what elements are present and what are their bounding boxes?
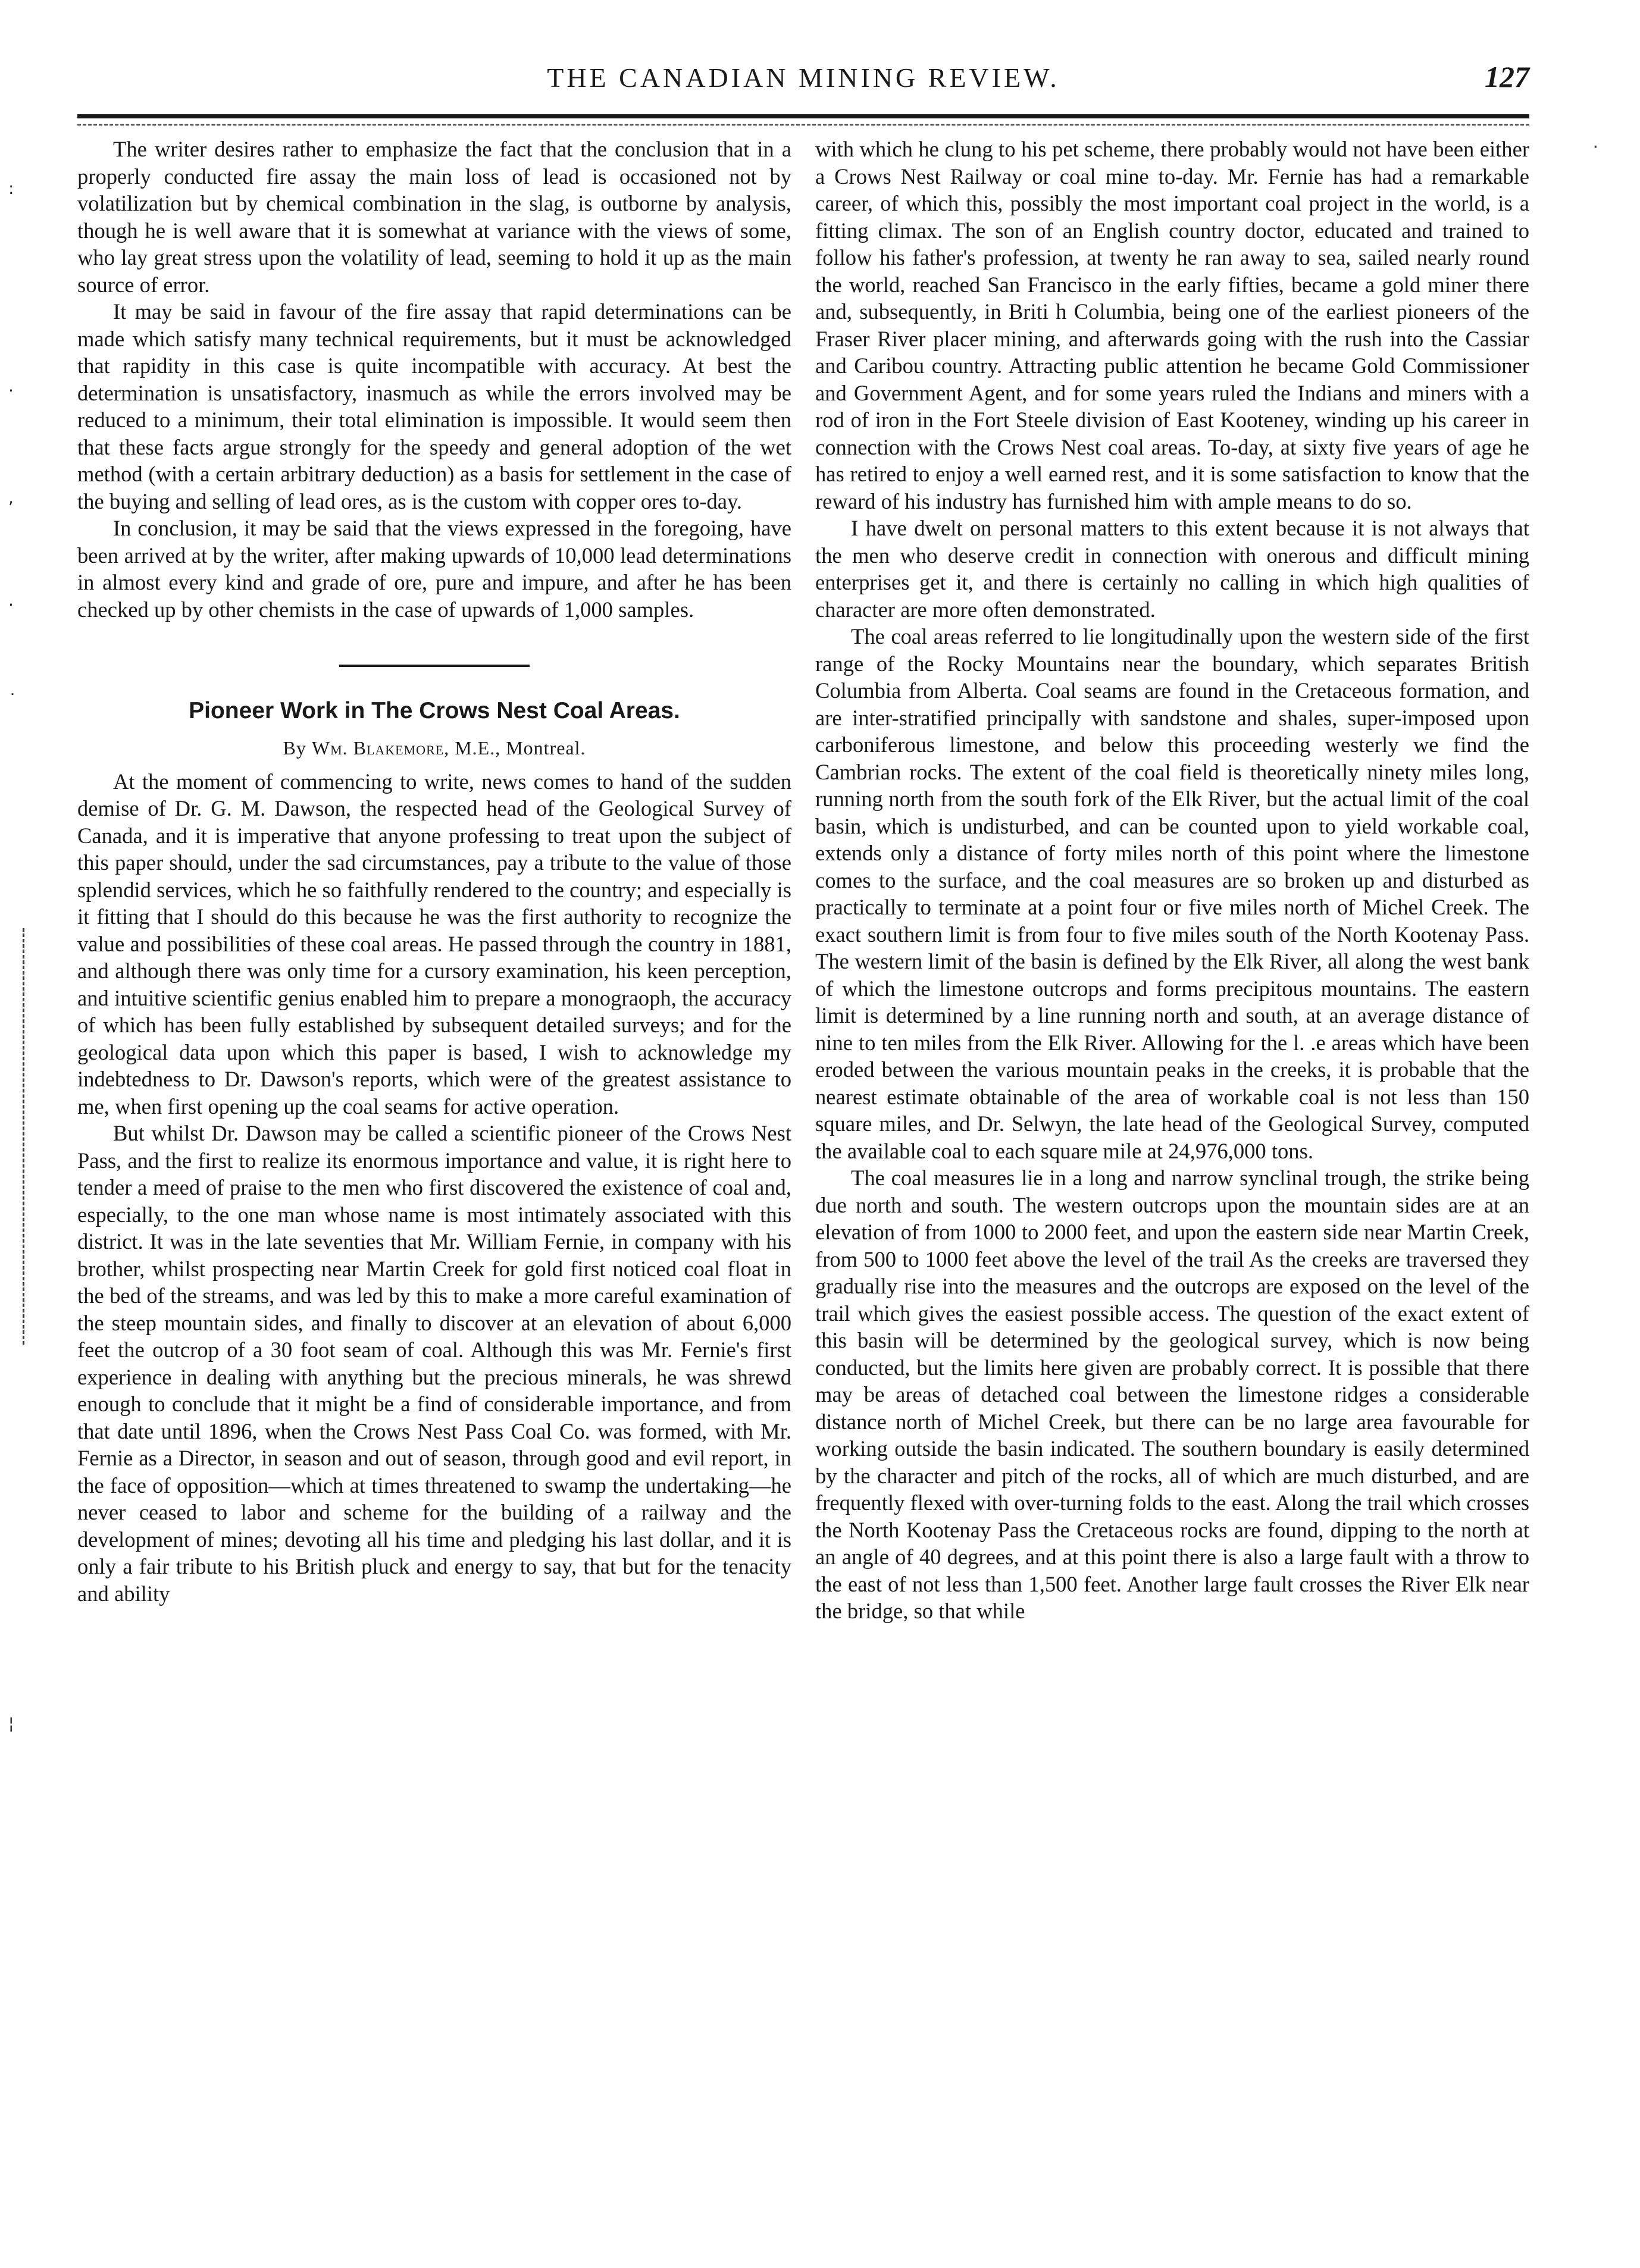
- article-paragraph: with which he clung to his pet scheme, there probably would not have been either a Crows Nest Railway or coal mine to-day. Mr. Fernie has had a remarkable career, of which this, possibly the most important coal project in the world, is a fitting climax. The son of an English country doctor, educated and trained to follow his father's profession, at twenty he ran away to sea, sailed nearly round the world, reached San Francisco in the early fifties, became a gold miner there and, subsequently, in Briti h Columbia, being one of the earliest pioneers of the Fraser River placer mining, and afterwards going with the rush into the Cassiar and Caribou country. Attracting public attention he became Gold Commissioner and Government Agent, and for some years ruled the Indians and miners with a rod of iron in the Fort Steele division of East Kooteney, winding up his career in connection with the Crows Nest coal areas. To-day, at sixty five years of age he has retired to enjoy a well earned rest, and it is some satisfaction to know that the reward of his industry has furnished him with ample means to do so.: [815, 137, 1529, 513]
- margin-scan-artifact: [23, 928, 26, 1345]
- byline-author: Wm. Blakemore: [311, 737, 445, 759]
- header-rule-secondary: [77, 124, 1529, 126]
- running-title: THE CANADIAN MINING REVIEW.: [547, 62, 1060, 93]
- section-separator: [339, 665, 530, 667]
- byline-suffix: , M.E., Montreal.: [444, 737, 586, 759]
- margin-mark: ¦: [8, 1713, 14, 1733]
- right-column: [815, 136, 1529, 1625]
- article-paragraph: The coal measures lie in a long and narrow synclinal trough, the strike being due north and south. The western outcrops upon the mountain sides are at an elevation of from 1000 to 2000 feet, and upon the eastern side near Martin Creek, from 500 to 1000 feet above the level of the trail As the creeks are traversed they gradually rise into the measures and the outcrops are exposed on the level of the trail which gives the easiest possible access. The question of the exact extent of this basin will be determined by the geological survey, which is now being conducted, but the limits here given are probably correct. It is possible that there may be areas of detached coal between the limestone ridges a considerable distance north of Michel Creek, but there can be no large area favourable for working outside the basin indicated. The southern boundary is easily determined by the character and pitch of the rocks, all of which are much disturbed, and are frequently flexed with over-turning folds to the east. Along the trail which crosses the North Kootenay Pass the Cretaceous rocks are found, dipping to the north at an angle of 40 degrees, and at this point there is also a large fault with a throw to the east of not less than 1,500 feet. Another large fault crosses the River Elk near the bridge, so that while: [815, 1166, 1529, 1623]
- left-column: [77, 136, 791, 1607]
- page-header: [77, 57, 1529, 105]
- article-paragraph: I have dwelt on personal matters to this extent because it is not always that the men who deserve credit in connection with onerous and difficult mining enterprises get it, and there is certainly no calling in which high qualities of character are more often demonstrated.: [815, 516, 1529, 622]
- byline-prefix: By: [283, 737, 312, 759]
- margin-mark: ˙: [8, 690, 17, 710]
- article-title: Pioneer Work in The Crows Nest Coal Areas.: [189, 698, 680, 723]
- margin-mark: ,: [8, 488, 14, 508]
- article-byline: [77, 735, 791, 762]
- body-paragraph: It may be said in favour of the fire assay that rapid determinations can be made which satisfy many technical requirements, but it must be acknowledged that rapidity in this case is quite incompatible with accuracy. At best the determination is unsatisfactory, inasmuch as while the errors involved may be reduced to a minimum, their total elimination is impossible. It would seem then that these facts argue strongly for the speedy and general adoption of the wet method (with a certain arbitrary deduction) as a basis for settlement in the case of the buying and selling of lead ores, as is the custom with copper ores to-day.: [77, 299, 791, 513]
- article-paragraph: At the moment of commencing to write, news comes to hand of the sudden demise of Dr. G. M. Dawson, the respected head of the Geological Survey of Canada, and it is imperative that anyone professing to treat upon the subject of this paper should, under the sad circumstances, pay a tribute to the value of those splendid services, which he so faithfully rendered to the country; and especially is it fitting that I should do this because he was the first authority to recognize the value and possibilities of these coal areas. He passed through the country in 1881, and although there was only time for a cursory examination, his keen perception, and intuitive scientific genius enabled him to prepare a monograoph, the accuracy of which has been fully established by subsequent detailed surveys; and for the geological data upon which this paper is based, I wish to acknowledge my indebtedness to Dr. Dawson's reports, which were of the greatest assistance to me, when first opening up the coal seams for active operation.: [77, 769, 791, 1119]
- margin-mark: :: [8, 178, 14, 198]
- page-number: 127: [1485, 60, 1529, 93]
- body-paragraph: The writer desires rather to emphasize the fact that the conclusion that in a properly conducted fire assay the main loss of lead is occasioned not by volatilization but by chemical combination in the slag, is outborne by analysis, though he is well aware that it is somewhat at variance with the views of some, who lay great stress upon the volatility of lead, seeming to hold it up as the main source of error.: [77, 137, 791, 297]
- article-paragraph: But whilst Dr. Dawson may be called a scientific pioneer of the Crows Nest Pass, and the first to realize its enormous importance and value, it is right here to tender a meed of praise to the men who first discovered the existence of coal and, especially, to the one man whose name is most intimately associated with this district. It was in the late seventies that Mr. William Fernie, in company with his brother, whilst prospecting near Martin Creek for gold first noticed coal float in the bed of the streams, and was led by this to make a more careful examination of the steep mountain sides, and finally to discover at an elevation of about 6,000 feet the outcrop of a 30 foot seam of coal. Although this was Mr. Fernie's first experience in dealing with anything but the precious minerals, he was shrewd enough to conclude that it might be a find of considerable importance, and from that date until 1896, when the Crows Nest Pass Coal Co. was formed, with Mr. Fernie as a Director, in season and out of season, through good and evil report, in the face of opposition—which at times threatened to swamp the undertaking—he never ceased to labor and scheme for the building of a railway and the development of mines; devoting all his time and pledging his last dollar, and it is only a fair tribute to his British pluck and energy to say, that but for the tenacity and ability: [77, 1121, 791, 1606]
- edge-mark: ·: [1592, 137, 1598, 158]
- article-paragraph: The coal areas referred to lie longitudinally upon the western side of the first range of the Rocky Mountains near the boundary, which separates British Columbia from Alberta. Coal seams are found in the Cretaceous formation, and are inter-stratified principally with sandstone and shales, super-imposed upon carboniferous limestone, and below this proceeding westerly we find the Cambrian rocks. The extent of the coal field is theoretically ninety miles long, running north from the south fork of the Elk River, but the actual limit of the coal basin, which is undisturbed, and can be counted upon to yield workable coal, extends only a distance of forty miles north of this point where the limestone comes to the surface, and the coal measures are so broken up and disturbed as practically to terminate at a point four or five miles north of Michel Creek. The exact southern limit is from four to five miles south of the North Kootenay Pass. The western limit of the basin is defined by the Elk River, all along the west bank of which the limestone outcrops and forms precipitous mountains. The eastern limit is determined by a line running north and south, at an average distance of nine to ten miles from the Elk River. Allowing for the l. .e areas which have been eroded between the various mountain peaks in the creeks, it is probable that the nearest estimate obtainable of the area of workable coal is not less than 150 square miles, and Dr. Selwyn, the late head of the Geological Survey, computed the available coal to each square mile at 24,976,000 tons.: [815, 624, 1529, 1163]
- margin-mark: ·: [8, 595, 14, 615]
- body-paragraph: In conclusion, it may be said that the views expressed in the foregoing, have been arrived at by the writer, after making upwards of 10,000 lead determinations in almost every kind and grade of ore, pure and impure, and after he has been checked up by other chemists in the case of upwards of 1,000 samples.: [77, 516, 791, 622]
- header-rule: [77, 114, 1529, 118]
- margin-mark: ·: [8, 381, 14, 400]
